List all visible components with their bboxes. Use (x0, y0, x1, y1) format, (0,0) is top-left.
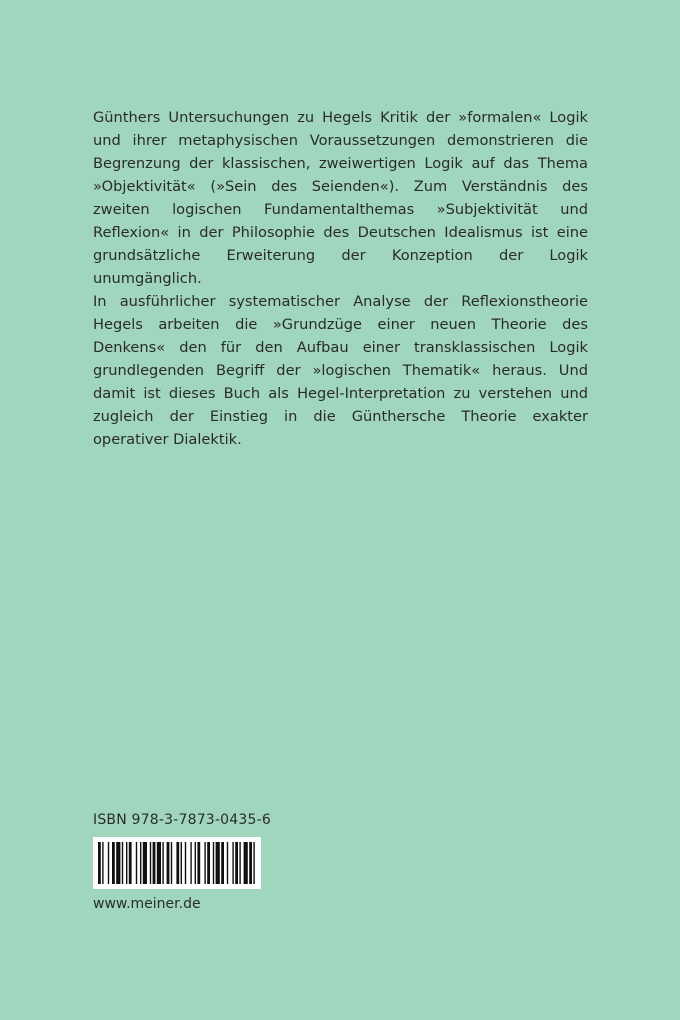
barcode-bar (253, 842, 254, 884)
barcode-bar (129, 842, 132, 884)
barcode-bar (153, 842, 156, 884)
barcode-bar (176, 842, 179, 884)
blurb-paragraph-2: In ausführlicher systematischer Analyse der Reflexionstheorie Hegels arbeiten die »Grundzüge einer neuen Theorie des Denkens« den für den Aufbau einer transklassischen Logik grundlegenden Begriff der »logischen Thematik« heraus. Und damit ist dieses Buch als Hegel-Interpretation zu verstehen und zugleich der Einstieg in die Günthersche Theorie exakter operativer Dialektik. (93, 293, 588, 448)
barcode-bar (136, 842, 137, 884)
barcode-bar (221, 842, 224, 884)
barcode-bar (181, 842, 182, 884)
back-cover-blurb (93, 106, 588, 451)
barcode-bar (167, 842, 170, 884)
isbn-barcode (93, 837, 261, 889)
barcode-bar (185, 842, 186, 884)
barcode-bar (98, 842, 101, 884)
barcode-bar (235, 842, 238, 884)
barcode-bar (171, 842, 172, 884)
barcode-bar (190, 842, 191, 884)
barcode-bar (213, 842, 214, 884)
barcode-bar (204, 842, 205, 884)
barcode-bar (232, 842, 233, 884)
barcode-bar (195, 842, 196, 884)
barcode-bar (126, 842, 127, 884)
barcode-bar (162, 842, 163, 884)
barcode-bar (216, 842, 220, 884)
barcode-bars (98, 842, 255, 884)
barcode-bar (197, 842, 200, 884)
barcode-bar (140, 842, 141, 884)
barcode-bar (239, 842, 240, 884)
publisher-url[interactable]: www.meiner.de (93, 896, 201, 912)
barcode-bar (244, 842, 248, 884)
barcode-bar (108, 842, 109, 884)
barcode-bar (227, 842, 228, 884)
barcode-bar (116, 842, 120, 884)
barcode-bar (157, 842, 161, 884)
isbn-label: ISBN 978-3-7873-0435-6 (93, 812, 271, 828)
barcode-bar (122, 842, 123, 884)
barcode-bar (207, 842, 210, 884)
barcode-bar (143, 842, 147, 884)
barcode-bar (102, 842, 103, 884)
barcode-bar (249, 842, 252, 884)
blurb-paragraph-1: Günthers Untersuchungen zu Hegels Kritik der »formalen« Logik und ihrer metaphysischen Voraussetzungen demonstrieren die Begrenzung der klassischen, zweiwertigen Logik auf das Thema »Objektivität« (»Sein des Seienden«). Zum Verständnis des zweiten logischen Fundamentalthemas »Subjektivität und Reflexion« in der Philosophie des Deutschen Idealismus ist eine grundsätzliche Erweiterung der Konzeption der Logik unumgänglich. (93, 109, 588, 287)
barcode-bar (112, 842, 115, 884)
barcode-bar (150, 842, 151, 884)
